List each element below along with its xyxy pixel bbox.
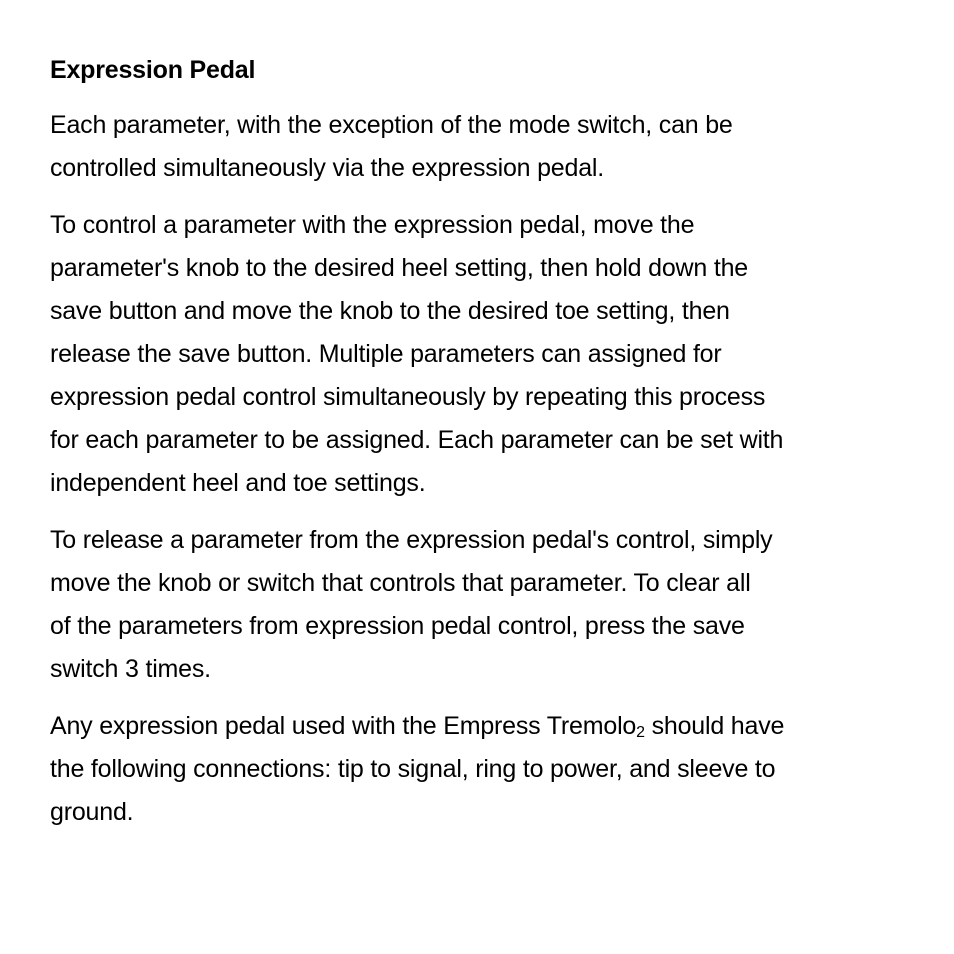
subscript-two: 2	[636, 724, 645, 741]
line-text-after-subscript: should have	[644, 712, 785, 740]
paragraph-line: the following connections: tip to signal, ring to power, and sleeve to	[50, 755, 776, 783]
paragraph-line: parameter's knob to the desired heel setting, then hold down the	[50, 254, 748, 282]
paragraph-line: Each parameter, with the exception of the mode switch, can be	[50, 111, 733, 139]
paragraph-expression-overview	[50, 104, 910, 190]
document-page	[50, 52, 910, 848]
line-text-before-subscript: Any expression pedal used with the Empress Tremolo	[50, 712, 637, 740]
paragraph-line: switch 3 times.	[50, 655, 211, 683]
paragraph-line	[50, 705, 910, 748]
paragraph-connections	[50, 705, 910, 834]
paragraph-line: ground.	[50, 798, 134, 826]
paragraph-line: for each parameter to be assigned. Each parameter can be set with	[50, 426, 784, 454]
paragraph-line: expression pedal control simultaneously by repeating this process	[50, 383, 766, 411]
paragraph-control-instructions	[50, 204, 910, 505]
paragraph-line: independent heel and toe settings.	[50, 469, 426, 497]
paragraph-line: To control a parameter with the expression pedal, move the	[50, 211, 695, 239]
paragraph-line: move the knob or switch that controls that parameter. To clear all	[50, 569, 751, 597]
paragraph-line: save button and move the knob to the desired toe setting, then	[50, 297, 730, 325]
paragraph-release-instructions	[50, 519, 910, 691]
paragraph-line: of the parameters from expression pedal control, press the save	[50, 612, 745, 640]
paragraph-line: To release a parameter from the expression pedal's control, simply	[50, 526, 773, 554]
paragraph-line: release the save button. Multiple parameters can assigned for	[50, 340, 722, 368]
section-heading: Expression Pedal	[50, 56, 256, 84]
paragraph-line: controlled simultaneously via the expression pedal.	[50, 154, 605, 182]
